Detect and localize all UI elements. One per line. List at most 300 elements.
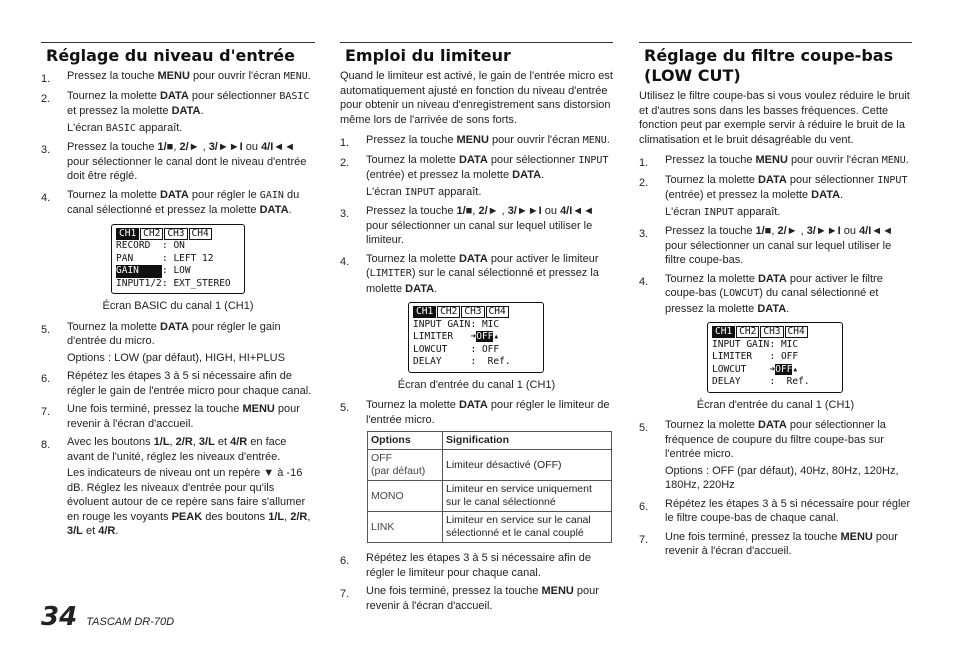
lcd-term: LOWCUT — [723, 288, 760, 299]
step-number: 4. — [639, 275, 649, 288]
bold-term: DATA — [159, 188, 189, 201]
text-run: Pressez la touche — [665, 225, 756, 237]
text-run: Tournez la molette — [665, 173, 758, 186]
step-item — [639, 418, 912, 493]
step-text — [665, 174, 907, 202]
step-item — [639, 530, 912, 559]
text-run: apparaît. — [434, 185, 482, 198]
step-text — [67, 403, 300, 430]
lcd-value: OFF — [775, 363, 793, 375]
lcd-label: INPUT GAIN — [413, 318, 471, 330]
channel-tabs — [413, 306, 539, 319]
channel-tab: CH4 — [189, 228, 212, 240]
steps-list — [340, 551, 613, 613]
bold-term: 3/►►I — [507, 205, 542, 217]
text-run: Une fois terminé, pressez la touche — [665, 530, 841, 543]
bold-term: 2/► — [777, 225, 798, 237]
text-run: ou — [840, 225, 860, 237]
step-number: 5. — [41, 323, 51, 336]
step-number: 3. — [639, 228, 649, 240]
text-run: Répétez les étapes 3 à 5 si nécessaire afin de régler le gain de l'entrée micro pour chaque canal. — [67, 370, 312, 397]
step-number: 5. — [340, 402, 350, 415]
text-run: Avec les boutons — [67, 436, 154, 449]
arrow-icon: ➔ — [470, 331, 477, 343]
page-footer — [41, 602, 175, 632]
channel-tab: CH2 — [736, 326, 759, 338]
step-item — [639, 153, 912, 169]
lcd-term: BASIC — [279, 90, 310, 102]
table-cell: LINK — [368, 512, 443, 543]
text-run: ) du canal sélectionné et pressez la molette — [665, 287, 879, 315]
text-run: pour sélectionner le canal dont le niveau d'entrée doit être réglé. — [67, 155, 307, 182]
bold-term: MENU — [755, 154, 788, 166]
lcd-row — [116, 253, 240, 266]
step-item — [639, 173, 912, 221]
lcd-term: INPUT — [578, 154, 609, 166]
text-run: pour sélectionner la fréquence de coupure du filtre coupe-bas sur l'entrée micro. — [665, 419, 886, 461]
text-run: pour sélectionner — [487, 153, 579, 166]
bold-term: 2/R — [175, 436, 193, 449]
channel-tabs — [712, 326, 838, 339]
steps-list — [41, 320, 315, 539]
bold-term: MENU — [456, 134, 489, 146]
lcd-value: : OFF — [470, 343, 500, 355]
text-run: apparaît. — [733, 205, 781, 218]
step-number: 3. — [340, 208, 350, 220]
bold-term: DATA — [458, 399, 488, 412]
text-run: Les indicateurs de niveau ont un repère ▼ à -16 dB. Réglez les niveaux d'entrée pour qu'ils évoluent autour de ce repère sans faire s'allumer en rouge les voyants — [67, 467, 306, 523]
step-item — [639, 224, 912, 268]
steps-list — [639, 418, 912, 559]
channel-tab: CH3 — [164, 228, 187, 240]
text-run: , — [797, 225, 807, 237]
table-row — [368, 481, 612, 512]
lcd-screen — [707, 322, 843, 393]
step-item — [340, 204, 613, 248]
table-header: Options — [368, 432, 443, 450]
text-run: ou — [541, 205, 561, 217]
text-run: , — [472, 205, 479, 217]
text-run: . — [434, 282, 438, 295]
text-run: pour régler le gain d'entrée du micro. — [67, 320, 281, 348]
step-text — [67, 90, 309, 118]
lcd-value: : Ref. — [470, 356, 511, 368]
step-text — [665, 419, 886, 460]
step-text — [67, 370, 311, 397]
step-item — [340, 551, 613, 580]
lcd-value: : LOW — [162, 265, 191, 277]
bold-term: MENU — [541, 585, 574, 598]
step-number: 4. — [340, 255, 350, 268]
step-note — [665, 205, 912, 221]
bold-term: DATA — [811, 189, 841, 201]
text-run: Pressez la touche — [67, 70, 158, 82]
text-run: Tournez la molette — [67, 188, 160, 201]
bold-term: 4/R — [230, 436, 248, 449]
text-run: pour sélectionner — [188, 89, 280, 102]
step-text — [665, 531, 898, 558]
text-run: en face avant de l'unité, réglez les niveaux d'entrée. — [67, 436, 287, 463]
step-text — [366, 154, 608, 182]
bold-term: 4/I◄◄ — [560, 205, 595, 217]
lcd-row — [413, 319, 539, 332]
text-run: , — [199, 141, 209, 153]
step-item — [41, 89, 315, 137]
text-run: pour activer le filtre coupe-bas ( — [665, 272, 883, 299]
bold-term: 4/I◄◄ — [261, 141, 296, 153]
lcd-value: : ON — [162, 240, 185, 252]
text-run: , — [173, 141, 180, 153]
bold-term: DATA — [757, 173, 787, 186]
text-run: pour revenir à l'écran d'accueil. — [67, 403, 300, 430]
text-run: Pressez la touche — [665, 154, 756, 166]
step-item — [340, 133, 613, 149]
channel-tab: CH2 — [437, 306, 460, 318]
bold-term: DATA — [512, 169, 542, 181]
table-row — [368, 450, 612, 481]
step-text — [67, 436, 286, 463]
up-arrow-icon: ▴ — [792, 363, 799, 375]
bold-term: DATA — [458, 153, 488, 166]
lcd-term: INPUT — [877, 174, 908, 186]
text-run: , — [771, 225, 778, 237]
text-run: . — [200, 105, 204, 117]
steps-list — [340, 398, 613, 427]
text-run: Tournez la molette — [665, 272, 758, 285]
bold-term: 3/►►I — [208, 141, 243, 153]
bold-term: 2/R — [290, 510, 308, 523]
text-run: Répétez les étapes 3 à 5 si nécessaire afin de régler le limiteur pour chaque canal. — [366, 552, 592, 579]
step-item — [340, 398, 613, 427]
screen-caption: Écran d'entrée du canal 1 (CH1) — [696, 398, 855, 411]
text-run: et — [214, 436, 231, 449]
step-item — [41, 435, 315, 539]
bold-term: 4/R — [98, 525, 116, 538]
step-text — [366, 134, 610, 146]
bold-term: 1/L — [268, 510, 285, 523]
text-run: L'écran — [366, 185, 405, 198]
bold-term: 1/■ — [456, 205, 473, 217]
step-text — [67, 141, 306, 182]
bold-term: 3/L — [67, 525, 83, 538]
step-number: 1. — [639, 157, 649, 169]
channel-tab: CH1 — [712, 326, 735, 338]
step-number: 3. — [41, 144, 51, 156]
lcd-term: LIMITER — [369, 268, 412, 279]
text-run: Pressez la touche — [67, 141, 158, 153]
section-intro: Utilisez le filtre coupe-bas si vous voulez réduire le bruit et d'autres sons dans les basses fréquences. Cette fonction peut par exemple servir à réduire le bruit de la climatisation et le bruit désagréable du vent. — [639, 90, 910, 146]
bold-term: 3/L — [198, 436, 215, 449]
step-number: 6. — [639, 500, 649, 513]
text-run: . — [606, 134, 610, 146]
bold-term: DATA — [159, 89, 189, 102]
steps-list — [41, 69, 315, 218]
lcd-term: MENU — [881, 155, 906, 166]
step-item — [41, 369, 315, 398]
lcd-value: OFF — [476, 331, 494, 343]
bold-term: DATA — [259, 204, 289, 216]
step-text — [366, 552, 591, 579]
lcd-term: BASIC — [105, 122, 136, 134]
text-run: . — [541, 169, 545, 181]
section-title: Réglage du filtre coupe-bas (LOW CUT) — [644, 46, 894, 85]
section-input-level — [41, 42, 315, 543]
text-run: Tournez la molette — [366, 399, 459, 412]
lcd-screen — [111, 224, 245, 295]
step-number: 7. — [639, 533, 649, 546]
step-item — [639, 272, 912, 317]
step-item — [340, 584, 613, 613]
step-item — [41, 140, 315, 184]
text-run: . — [115, 525, 119, 538]
lcd-term: GAIN — [259, 189, 284, 201]
step-number: 2. — [639, 176, 649, 189]
text-run: pour sélectionner un canal sur lequel utiliser le limiteur. — [366, 219, 593, 246]
section-title: Réglage du niveau d'entrée — [46, 46, 295, 65]
bold-term: 4/I◄◄ — [859, 225, 894, 237]
step-item — [340, 153, 613, 201]
step-text — [67, 189, 299, 217]
text-run: ou — [242, 141, 262, 153]
screen-caption: Écran d'entrée du canal 1 (CH1) — [397, 378, 556, 391]
steps-list — [340, 133, 613, 296]
text-run: , — [169, 436, 176, 449]
lcd-screen — [408, 302, 544, 373]
step-number: 1. — [41, 73, 51, 85]
step-number: 2. — [41, 92, 51, 105]
text-run: pour ouvrir l'écran — [189, 70, 284, 82]
text-run: pour revenir à l'écran d'accueil. — [665, 530, 898, 558]
screen-caption: Écran BASIC du canal 1 (CH1) — [102, 300, 254, 313]
step-text — [665, 273, 883, 315]
channel-tab: CH3 — [461, 306, 484, 318]
table-cell: Limiteur désactivé (OFF) — [443, 450, 612, 481]
table-cell: Limiteur en service sur le canal sélectionné et le canal couplé — [443, 512, 612, 543]
text-run: pour ouvrir l'écran — [787, 154, 882, 166]
text-run: Une fois terminé, pressez la touche — [366, 585, 542, 598]
lcd-label: INPUT1/2 — [116, 277, 162, 289]
page-number: 34 — [41, 602, 78, 632]
text-run: Tournez la molette — [67, 320, 160, 333]
step-note — [67, 351, 315, 366]
lcd-value: : MIC — [769, 338, 799, 350]
text-run: Une fois terminé, pressez la touche — [67, 403, 243, 416]
lcd-term: INPUT — [703, 206, 734, 218]
product-name: TASCAM DR-70D — [86, 616, 175, 628]
table-cell: Limiteur en service uniquement sur le canal sélectionné — [443, 481, 612, 512]
step-text — [366, 585, 599, 612]
step-item — [41, 402, 315, 431]
text-run: pour revenir à l'écran d'accueil. — [366, 585, 599, 612]
table-row — [368, 512, 612, 543]
channel-tab: CH1 — [116, 228, 139, 240]
step-number: 5. — [639, 422, 649, 435]
text-run: pour ouvrir l'écran — [488, 134, 583, 146]
bold-term: 2/► — [478, 205, 499, 217]
text-run: . — [288, 204, 292, 216]
table-cell: MONO — [368, 481, 443, 512]
channel-tab: CH4 — [785, 326, 808, 338]
step-note — [665, 464, 912, 493]
step-text — [665, 498, 910, 525]
text-run: ) sur le canal sélectionné et pressez la molette — [366, 267, 599, 295]
channel-tab: CH2 — [140, 228, 163, 240]
bold-term: DATA — [171, 105, 201, 117]
text-run: (entrée) et pressez la molette — [665, 189, 812, 201]
lcd-row — [413, 331, 539, 344]
bold-term: DATA — [458, 252, 488, 265]
lcd-row — [712, 351, 838, 364]
step-text — [67, 70, 311, 82]
text-run: L'écran — [665, 205, 704, 218]
bold-term: DATA — [757, 302, 787, 315]
step-item — [41, 320, 315, 366]
bold-term: 2/► — [179, 141, 200, 153]
step-note — [67, 466, 315, 539]
text-run: Pressez la touche — [366, 205, 457, 217]
bold-term: 1/L — [153, 436, 170, 449]
step-text — [366, 205, 594, 246]
text-run: et pressez la molette — [67, 105, 172, 117]
step-number: 6. — [340, 555, 350, 568]
lcd-row — [413, 344, 539, 357]
up-arrow-icon: ▴ — [493, 331, 500, 343]
step-number: 7. — [41, 406, 51, 419]
text-run: pour régler le limiteur de l'entrée micro. — [366, 399, 610, 426]
lcd-term: MENU — [283, 71, 308, 82]
text-run: . — [307, 70, 311, 82]
step-item — [41, 69, 315, 85]
text-run: et — [82, 525, 99, 538]
lcd-row — [712, 339, 838, 352]
lcd-value: : Ref. — [769, 376, 810, 388]
lcd-label: PAN — [116, 252, 134, 264]
text-run: pour sélectionner — [786, 173, 878, 186]
lcd-label: LIMITER — [712, 351, 753, 363]
lcd-row — [116, 265, 240, 278]
lcd-term: INPUT — [404, 186, 435, 198]
lcd-row — [116, 240, 240, 253]
channel-tab: CH4 — [486, 306, 509, 318]
bold-term: 3/►►I — [806, 225, 841, 237]
step-text — [366, 253, 599, 295]
text-run: Répétez les étapes 3 à 5 si nécessaire pour régler le filtre coupe-bas de chaque canal. — [665, 497, 911, 525]
lcd-label: LOWCUT — [413, 343, 448, 355]
lcd-row — [116, 278, 240, 291]
lcd-label: INPUT GAIN — [712, 338, 770, 350]
text-run: Tournez la molette — [67, 89, 160, 102]
lcd-row — [413, 356, 539, 369]
steps-list — [639, 153, 912, 316]
step-number: 1. — [340, 137, 350, 149]
text-run: des boutons — [202, 510, 269, 523]
text-run: Options : OFF (par défaut), 40Hz, 80Hz, 120Hz, 180Hz, 220Hz — [665, 464, 899, 492]
channel-tab: CH1 — [413, 306, 436, 318]
bold-term: DATA — [757, 272, 787, 285]
channel-tabs — [116, 228, 240, 241]
bold-term: MENU — [242, 403, 275, 416]
step-text — [665, 225, 893, 266]
lcd-label: GAIN — [116, 265, 162, 278]
section-limiter — [340, 42, 613, 617]
text-run: , — [284, 510, 291, 523]
step-text — [665, 154, 909, 166]
step-note — [67, 121, 315, 137]
options-table — [367, 431, 612, 543]
lcd-label: LOWCUT — [712, 363, 747, 375]
lcd-label: LIMITER — [413, 331, 454, 343]
text-run: , — [498, 205, 508, 217]
section-intro: Quand le limiteur est activé, le gain de l'entrée micro est automatiquement ajusté en fonction du niveau d'entrée pour obtenir un niveau d'enregistrement sans distorsion même lors de l'arrivée de sons forts. — [340, 70, 613, 126]
channel-tab: CH3 — [760, 326, 783, 338]
lcd-value: : MIC — [470, 318, 500, 330]
step-number: 4. — [41, 191, 51, 204]
bold-term: MENU — [840, 530, 873, 543]
step-item — [639, 497, 912, 526]
step-number: 2. — [340, 156, 350, 169]
text-run: Tournez la molette — [366, 252, 459, 265]
step-number: 6. — [41, 373, 51, 386]
table-cell: OFF (par défaut) — [368, 450, 443, 481]
text-run: (entrée) et pressez la molette — [366, 169, 513, 181]
step-number: 8. — [41, 439, 51, 452]
text-run: du canal sélectionné et pressez la molette — [67, 188, 300, 216]
text-run: . — [905, 154, 909, 166]
text-run: L'écran — [67, 121, 106, 134]
section-title: Emploi du limiteur — [345, 46, 511, 65]
lcd-value: : EXT_STEREO — [162, 277, 231, 289]
bold-term: DATA — [405, 282, 435, 295]
text-run: Tournez la molette — [366, 153, 459, 166]
bold-term: DATA — [159, 320, 189, 333]
step-number: 7. — [340, 588, 350, 601]
section-low-cut — [639, 42, 912, 563]
section-rule — [340, 42, 613, 43]
step-note — [366, 185, 613, 201]
lcd-label: RECORD — [116, 240, 151, 252]
bold-term: MENU — [157, 70, 190, 82]
text-run: Tournez la molette — [665, 419, 758, 432]
bold-term: 1/■ — [755, 225, 772, 237]
text-run: , — [307, 510, 311, 523]
text-run: Options : LOW (par défaut), HIGH, HI+PLUS — [67, 351, 285, 364]
lcd-term: MENU — [582, 135, 607, 146]
bold-term: 1/■ — [157, 141, 174, 153]
text-run: pour régler le — [188, 188, 260, 201]
text-run: , — [192, 436, 199, 449]
text-run: Pressez la touche — [366, 134, 457, 146]
step-text — [67, 321, 281, 348]
text-run: . — [786, 302, 790, 315]
section-rule — [41, 42, 315, 43]
lcd-label: DELAY — [712, 376, 741, 388]
text-run: apparaît. — [135, 121, 183, 134]
lcd-row — [712, 376, 838, 389]
text-run: . — [840, 189, 844, 201]
text-run: pour activer le limiteur ( — [366, 252, 599, 279]
lcd-value: : LEFT 12 — [162, 252, 214, 264]
table-header: Signification — [443, 432, 612, 450]
lcd-row — [712, 364, 838, 377]
step-item — [41, 188, 315, 218]
text-run: pour sélectionner un canal sur lequel utiliser le filtre coupe-bas. — [665, 239, 892, 266]
bold-term: DATA — [757, 419, 787, 432]
lcd-value: : OFF — [769, 351, 799, 363]
step-text — [366, 399, 610, 426]
bold-term: PEAK — [171, 510, 203, 523]
arrow-icon: ➔ — [769, 363, 776, 375]
section-rule — [639, 42, 912, 43]
